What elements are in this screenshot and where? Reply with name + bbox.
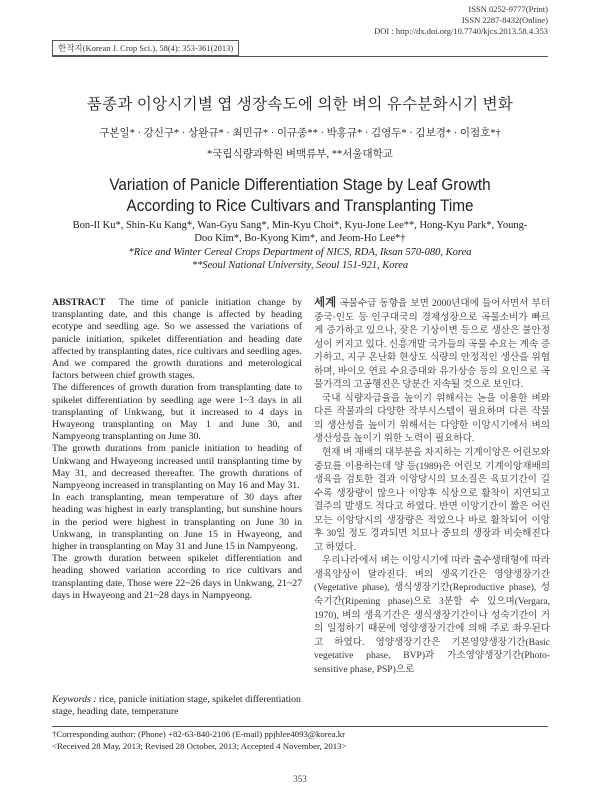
affiliation-english-1: *Rice and Winter Cereal Crops Department of NICS, RDA, Iksan 570-080, Korea bbox=[128, 247, 472, 258]
issn-online: ISSN 2287-8432(Online) bbox=[461, 15, 548, 25]
body-para-4: 우리나라에서 벼는 이앙시기에 따라 출수생태형에 따라 생육양상이 달라진다. 벼의 생육기간은 영양생장기간(Vegetative phase), 생식생장기간(Reproductive phase), 성숙기간(Ripening phase)으로 3분할 수 있으며(Vergara, 1970), 벼의 생육기간은 생식생장기간이나 성숙기간이 거의 일정하기 때문에 영양생장기간에 의해 주로 좌우된다고 하였다. 영양생장기간은 기본영양생장기간(Basic vegetative phase, BVP)과 가소영양생장기간(Photo-sensitive phase, PSP)으로 bbox=[314, 555, 550, 675]
abstract-para-4: In each transplanting, mean temperature of 30 days after heading was highest in early transplanting, but sunshine hours in the period were highest in transplanting on June 30 in Unkwang, in transplanting on June 15 in Hwayeong, and higher in transplanting on May 31 and June 15 in Nampyeong. bbox=[52, 492, 302, 553]
affiliation-korean: *국립식량과학원 벼맥류부, **서울대학교 bbox=[207, 149, 393, 160]
keywords-label: Keywords : bbox=[52, 694, 97, 705]
body-korean bbox=[314, 297, 550, 676]
body-text-1: 곡물수급 동향을 보면 2000년대에 들어서면서 부터 중국·인도 등 인구대국의 경제성장으로 곡물소비가 빠르게 증가하고 있으나, 잦은 기상이변 등으로 생산은 불안정성이 커지고 있다. 신흥개발 국가들의 곡물 수요는 계속 증가하고, 지구 온난화 현상도 식량의 안정적인 생산을 위협하며, 바이오 연료 수요증대와 유가상승 등의 요인으로 곡물가격의 고공행진은 당분간 지속될 것으로 보인다. bbox=[314, 298, 550, 391]
section-heading: 세계 bbox=[314, 297, 337, 309]
abstract-para-2: The differences of growth duration from transplanting date to spikelet differentiation by seedling age were 1~3 days in all transplanting of Unkwang, but it increased to 4 days in Hwayeong transplanting on May 1 and June 30, and Nampyeong transplanting on June 30. bbox=[52, 382, 302, 443]
abstract-text-1: The time of panicle initiation change by transplanting date, and this change is affected by heading ecotype and seedling age. So we assessed the variations of panicle initiation, spikelet differentiation and heading date affected by transplanting dates, rice cultivars and seedling ages. And we compared the growth durations and meterological factors between chief growth stages. bbox=[52, 297, 302, 382]
received-dates: <Received 28 May, 2013; Revised 28 October, 2013; Accepted 4 November, 2013> bbox=[52, 740, 347, 751]
title-english: Variation of Panicle Differentiation Stage by Leaf Growth According to Rice Cultivars and Transplanting Time bbox=[109, 175, 491, 215]
page-number: 353 bbox=[293, 774, 307, 784]
abstract-para-5: The growth duration between spikelet differentiation and heading showed variation according to rice cultivars and transplanting date, Those were 22~26 days in Unkwang, 21~27 days in Hwayeong and 21~28 days in Nampyeong. bbox=[52, 553, 302, 601]
abstract bbox=[52, 297, 302, 602]
keywords bbox=[52, 694, 302, 719]
doi-link[interactable]: DOI : http://dx.doi.org/10.7740/kjcs.2013.58.4.353 bbox=[374, 26, 548, 36]
body-para-1 bbox=[314, 297, 550, 392]
affiliation-english-2: **Seoul National University, Seoul 151-921, Korea bbox=[191, 259, 409, 271]
corresponding-author: †Corresponding author: (Phone) +82-63-840-2106 (E-mail) ppjhlee4093@korea.kr bbox=[52, 729, 346, 739]
keywords-text: rice, panicle initiation stage, spikelet differentiation stage, heading date, temperature bbox=[52, 694, 301, 718]
footnote-rule bbox=[52, 726, 548, 727]
abstract-para-3: The growth durations from panicle initiation to heading of Unkwang and Hwayeong increased until transplanting time by May 31, and decreased thereafter. The growth durations of Nampyeong increased in transplanting on May 16 and May 31. bbox=[52, 443, 302, 492]
abstract-para-1 bbox=[52, 297, 302, 382]
title-korean: 품종과 이앙시기별 엽 생장속도에 의한 벼의 유수분화시기 변화 bbox=[86, 96, 514, 113]
footnote bbox=[52, 729, 552, 752]
body-para-2: 국내 식량자급율을 높이기 위해서는 논을 이용한 벼와 다른 작물과의 다양한 작부시스템이 필요하며 다른 작물의 생산성을 높이기 위해서는 다양한 이앙시기에서 벼의 생산성을 높이기 위한 노력이 필요하다. bbox=[314, 392, 550, 445]
authors-english: Bon-Il Ku*, Shin-Ku Kang*, Wan-Gyu Sang*, Min-Kyu Choi*, Kyu-Jone Lee**, Hong-Kyu Park*, Young-Doo Kim*, Bo-Kyong Kim*, and Jeom-Ho Lee*† bbox=[72, 220, 528, 244]
body-para-3: 현재 벼 재배의 대부분을 차지하는 기계이앙은 어린모와 중묘를 이용하는데 양 등(1989)은 어린모 기계이앙재배의 생육을 검토한 결과 이앙당시의 묘소질은 육묘기간이 길수록 생장량이 많으나 이앙후 식상으로 활착이 지연되고 결주의 발생도 적다고 하였다. 반면 이앙기간이 짧은 어린모는 이앙당시의 생장량은 적었으나 바로 활착되어 이앙후 30일 정도 경과되면 치묘나 중묘의 생장과 비슷해진다고 하였다. bbox=[314, 447, 550, 553]
abstract-label: ABSTRACT bbox=[52, 297, 106, 308]
affiliation-english bbox=[60, 247, 540, 272]
journal-citation: 한작지(Korean J. Crop Sci.), 58(4): 353-361(2013) bbox=[52, 40, 239, 56]
issn-doi-block bbox=[374, 4, 548, 37]
issn-print: ISSN 0252-9777(Print) bbox=[468, 4, 548, 14]
header-rule bbox=[52, 56, 548, 57]
authors-korean: 구본일* · 강신구* · 상완규* · 최민규* · 이규종** · 박홍규* · 김영두* · 김보경* · 이점호*† bbox=[99, 128, 501, 139]
